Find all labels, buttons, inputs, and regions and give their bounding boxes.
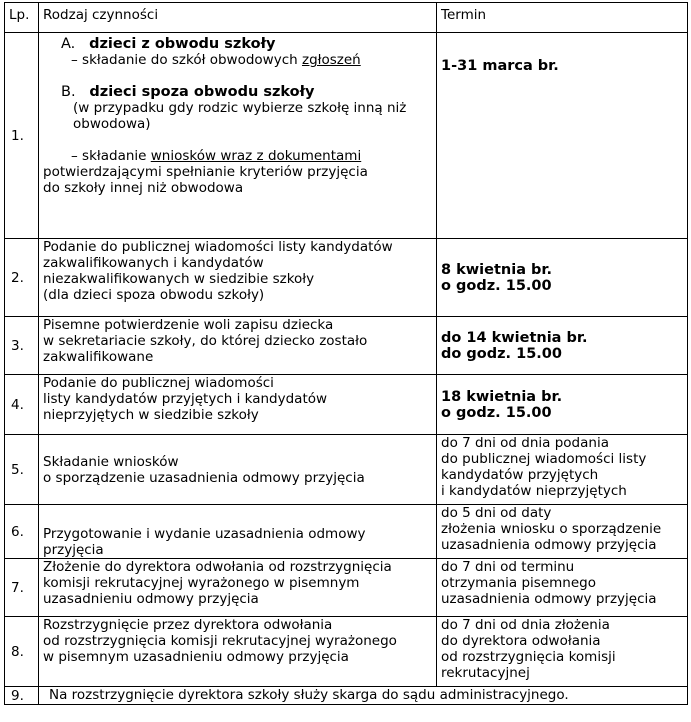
activity-line: w sekretariacie szkoły, do której dziecko zostało <box>43 333 368 349</box>
row-activity <box>39 375 437 435</box>
table-row <box>5 375 688 435</box>
term-line: do 7 dni od dnia podania <box>441 435 609 451</box>
row-number: 1. <box>5 33 39 239</box>
section-b-note-2: obwodowa) <box>73 116 151 132</box>
activity-line: (dla dzieci spoza obwodu szkoły) <box>43 287 265 303</box>
row-activity <box>39 239 437 317</box>
schedule-document <box>4 2 687 705</box>
activity-line: Podanie do publicznej wiadomości listy kandydatów <box>43 239 393 255</box>
term-line: od rozstrzygnięcia komisji <box>441 649 616 665</box>
header-lp: Lp. <box>5 3 39 33</box>
row-term <box>437 617 688 687</box>
term-line: do dyrektora odwołania <box>441 633 601 649</box>
activity-line: o sporządzenie uzasadnienia odmowy przyjęcia <box>43 469 365 486</box>
activity-line: komisji rekrutacyjnej wyrażonego w pisemnym <box>43 575 360 591</box>
activity-line: od rozstrzygnięcia komisji rekrutacyjnej wyrażonego <box>43 633 397 649</box>
term-line: do 7 dni od dnia złożenia <box>441 617 610 633</box>
activity-line: zakwalifikowanych i kandydatów <box>43 255 264 271</box>
section-a-sub: – składanie do szkół obwodowych <box>71 52 302 68</box>
section-b-sub-2: potwierdzającymi spełnianie kryteriów przyjęcia <box>43 164 368 180</box>
row-number: 2. <box>5 239 39 317</box>
term-line: rekrutacyjnej <box>441 665 530 681</box>
term-line: do 5 dni od daty <box>441 505 552 521</box>
table-row <box>5 505 688 559</box>
row-number: 3. <box>5 317 39 375</box>
term-line: o godz. 15.00 <box>441 277 552 294</box>
term-line: kandydatów przyjętych <box>441 467 599 483</box>
term-line: do 14 kwietnia br. <box>441 329 588 346</box>
row-number: 7. <box>5 559 39 617</box>
term-line: i kandydatów nieprzyjętych <box>441 483 627 499</box>
row-activity <box>39 435 437 505</box>
table-header-row <box>5 3 688 33</box>
table-row <box>5 687 688 705</box>
term-line: 8 kwietnia br. <box>441 261 553 278</box>
term-line: uzasadnienia odmowy przyjęcia <box>441 537 657 553</box>
section-b-link[interactable]: wniosków wraz z dokumentami <box>150 148 362 164</box>
section-b-sub: – składanie <box>71 148 151 164</box>
appeal-note: Na rozstrzygnięcie dyrektora szkoły służy skarga do sądu administracyjnego. <box>49 687 569 703</box>
header-term: Termin <box>437 3 688 33</box>
section-a-letter: A. <box>61 36 76 52</box>
section-b-note-1: (w przypadku gdy rodzic wybierze szkołę inną niż <box>73 100 407 116</box>
term-line: otrzymania pisemnego <box>441 575 596 591</box>
table-row <box>5 559 688 617</box>
recruitment-schedule-table <box>4 2 688 705</box>
table-row <box>5 33 688 239</box>
activity-line: uzasadnieniu odmowy przyjęcia <box>43 591 259 607</box>
activity-line: Złożenie do dyrektora odwołania od rozstrzygnięcia <box>43 559 392 575</box>
term-line: uzasadnienia odmowy przyjęcia <box>441 591 657 607</box>
table-row <box>5 317 688 375</box>
section-b-title: dzieci spoza obwodu szkoły <box>89 84 315 100</box>
row-term <box>437 239 688 317</box>
term-line: o godz. 15.00 <box>441 404 552 421</box>
row-activity <box>39 317 437 375</box>
row-term <box>437 559 688 617</box>
row-term <box>437 317 688 375</box>
term-line: do godz. 15.00 <box>441 345 562 362</box>
row-number: 9. <box>5 687 39 705</box>
term-line: do 7 dni od terminu <box>441 559 575 575</box>
activity-line: listy kandydatów przyjętych i kandydatów <box>43 391 328 407</box>
row-number: 8. <box>5 617 39 687</box>
row-term <box>437 505 688 559</box>
activity-line: Podanie do publicznej wiadomości <box>43 375 274 391</box>
row-activity <box>39 617 437 687</box>
row-term <box>437 33 688 239</box>
row-activity <box>39 33 437 239</box>
row-note <box>39 687 688 705</box>
activity-line: przyjęcia <box>43 542 104 558</box>
section-a-title: dzieci z obwodu szkoły <box>89 36 276 52</box>
row-term <box>437 375 688 435</box>
table-row <box>5 617 688 687</box>
term-line: do publicznej wiadomości listy <box>441 451 647 467</box>
table-row <box>5 435 688 505</box>
row-number: 4. <box>5 375 39 435</box>
header-activity: Rodzaj czynności <box>39 3 437 33</box>
section-b-letter: B. <box>61 84 76 100</box>
activity-line: Przygotowanie i wydanie uzasadnienia odmowy <box>43 526 366 542</box>
activity-line: Składanie wniosków <box>43 453 179 470</box>
row-term <box>437 435 688 505</box>
table-row <box>5 239 688 317</box>
activity-line: zakwalifikowane <box>43 349 154 365</box>
activity-line: niezakwalifikowanych w siedzibie szkoły <box>43 271 315 287</box>
term-line: złożenia wniosku o sporządzenie <box>441 521 662 537</box>
activity-line: w pisemnym uzasadnieniu odmowy przyjęcia <box>43 649 349 665</box>
activity-line: Pisemne potwierdzenie woli zapisu dziecka <box>43 317 334 333</box>
row-number: 5. <box>5 435 39 505</box>
activity-line: Rozstrzygnięcie przez dyrektora odwołania <box>43 617 333 633</box>
row-number: 6. <box>5 505 39 559</box>
section-b-sub-3: do szkoły innej niż obwodowa <box>43 180 244 196</box>
row-activity <box>39 559 437 617</box>
row-activity <box>39 505 437 559</box>
term-line: 1-31 marca br. <box>441 58 559 74</box>
section-a-link[interactable]: zgłoszeń <box>301 52 361 68</box>
term-line: 18 kwietnia br. <box>441 388 563 405</box>
activity-line: nieprzyjętych w siedzibie szkoły <box>43 407 259 423</box>
